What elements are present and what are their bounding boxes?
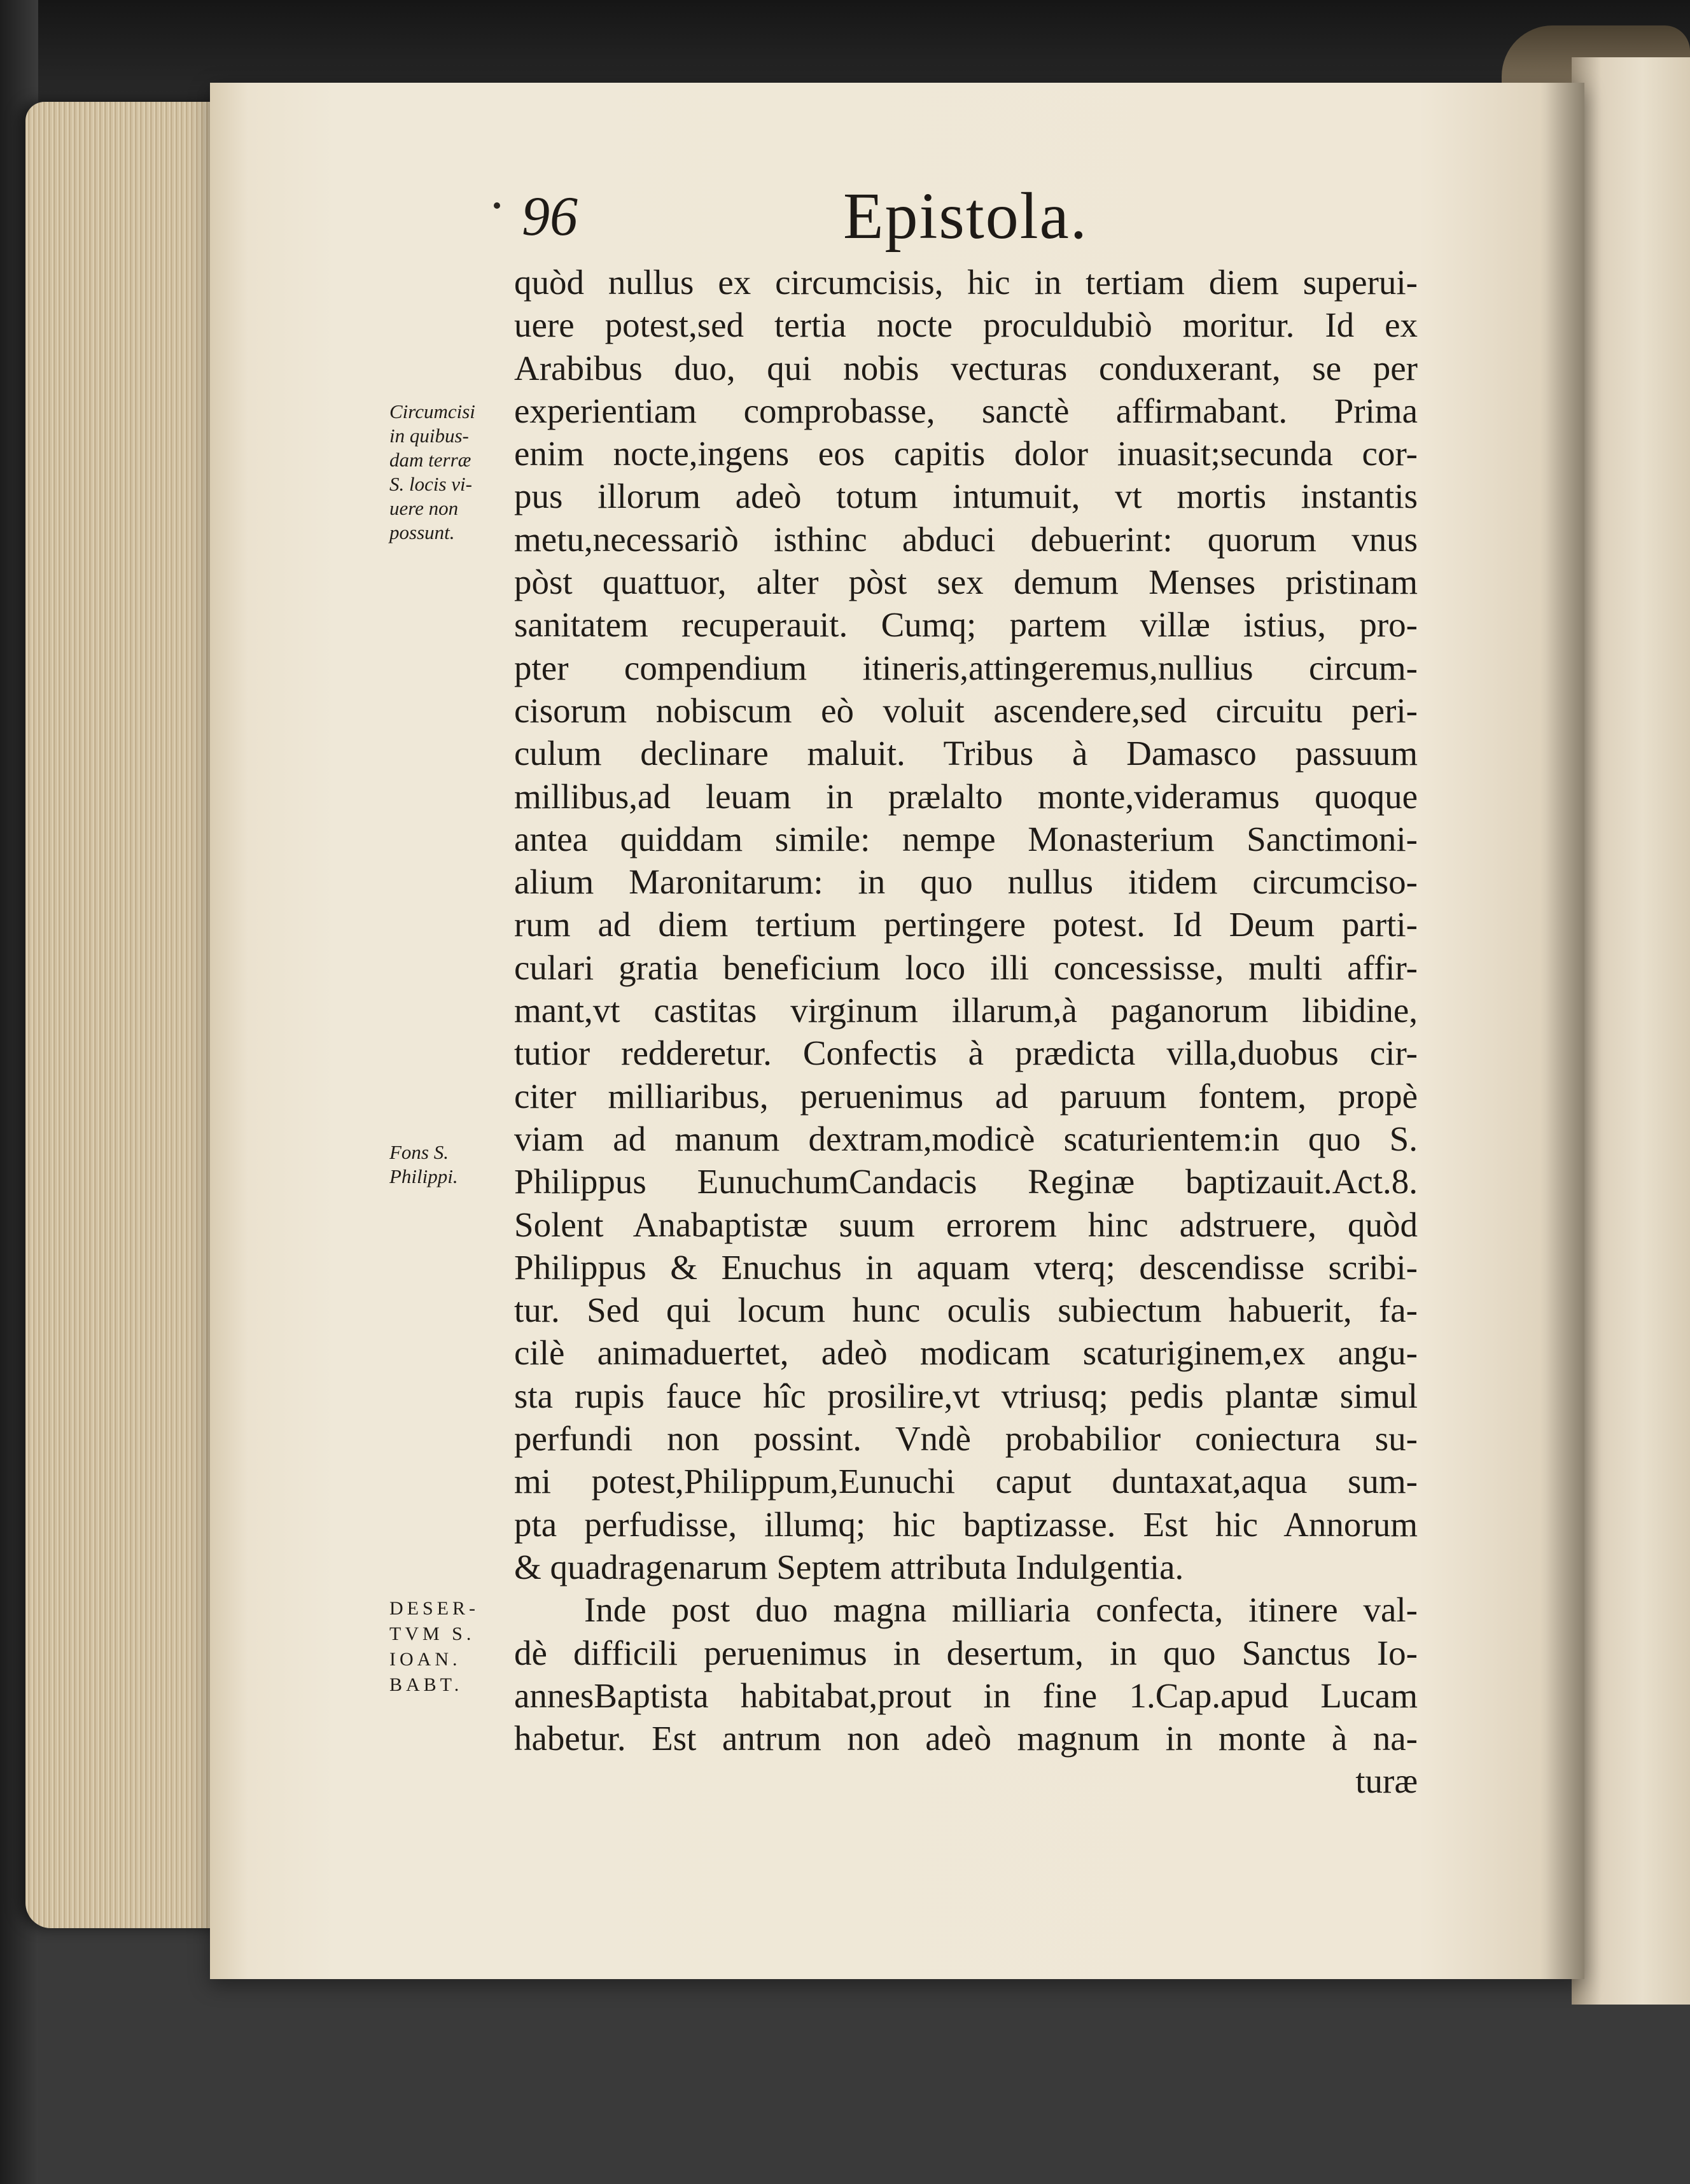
margin-note-line: dam terræ: [389, 449, 471, 471]
margin-note-line: uere non: [389, 497, 459, 519]
text-line: habetur. Est antrum non adeò magnum in monte à na-: [514, 1719, 1418, 1758]
text-line: antea quiddam simile: nempe Monasterium Sanctimoni-: [514, 819, 1418, 858]
text-line: metu,necessariò isthinc abduci debuerint: quorum vnus: [514, 519, 1418, 559]
text-line: cisorum nobiscum eò voluit ascendere,sed circuitu peri-: [514, 690, 1418, 730]
text-line: tutior redderetur. Confectis à prædicta villa,duobus cir-: [514, 1033, 1418, 1073]
margin-note-circumcisi: [389, 400, 517, 545]
text-line: Inde post duo magna milliaria confecta, itinere val-: [584, 1590, 1418, 1630]
catchword: turæ: [1355, 1761, 1418, 1801]
margin-note-line: BABT.: [389, 1674, 463, 1695]
text-line: uere potest,sed tertia nocte proculdubiò moritur. Id ex: [514, 305, 1418, 345]
margin-note-line: Circumcisi: [389, 400, 475, 423]
text-line: pòst quattuor, alter pòst sex demum Menses pristinam: [514, 563, 1418, 602]
text-line: sta rupis fauce hîc prosilire,vt vtriusq; pedis plantæ simul: [514, 1376, 1418, 1415]
margin-note-line: Fons S.: [389, 1141, 449, 1163]
page-header: [522, 178, 1413, 261]
margin-note-line: S. locis vi-: [389, 473, 472, 495]
text-line: experientiam comprobasse, sanctè affirmabant. Prima: [514, 391, 1418, 430]
text-line: sanitatem recuperauit. Cumq; partem villæ istius, pro-: [514, 605, 1418, 645]
text-line: rum ad diem tertium pertingere potest. Id Deum parti-: [514, 905, 1418, 944]
text-line: annesBaptista habitabat,prout in fine 1.Cap.apud Lucam: [514, 1676, 1418, 1715]
text-line: Philippus EunuchumCandacis Reginæ baptizauit.Act.8.: [514, 1162, 1418, 1201]
margin-note-line: IOAN.: [389, 1649, 461, 1670]
text-line: Solent Anabaptistæ suum errorem hinc adstruere, quòd: [514, 1205, 1418, 1244]
margin-note-desertum: [389, 1596, 517, 1698]
margin-note-fons: [389, 1140, 517, 1189]
text-line: mant,vt castitas virginum illarum,à paganorum libidine,: [514, 991, 1418, 1030]
text-line: millibus,ad leuam in prælalto monte,videramus quoque: [514, 776, 1418, 816]
running-head: Epistola.: [843, 179, 1088, 253]
book-page-edges: [25, 102, 235, 1928]
header-dot: [494, 202, 500, 209]
text-line: culari gratia beneficium loco illi concessisse, multi affir-: [514, 948, 1418, 987]
text-line: dè difficili peruenimus in desertum, in quo Sanctus Io-: [514, 1633, 1418, 1672]
margin-note-line: TVM S.: [389, 1623, 475, 1644]
text-line: viam ad manum dextram,modicè scaturientem:in quo S.: [514, 1119, 1418, 1158]
text-line: Philippus & Enuchus in aquam vterq; descendisse scribi-: [514, 1247, 1418, 1287]
margin-note-line: possunt.: [389, 521, 455, 543]
margin-note-line: Philippi.: [389, 1165, 458, 1187]
text-line: & quadragenarum Septem attributa Indulgentia.: [514, 1547, 1184, 1586]
text-line: perfundi non possint. Vndè probabilior coniectura su-: [514, 1419, 1418, 1459]
text-line: pus illorum adeò totum intumuit, vt mortis instantis: [514, 477, 1418, 516]
text-line: alium Maronitarum: in quo nullus itidem circumciso-: [514, 862, 1418, 902]
text-line: citer milliaribus, peruenimus ad paruum fontem, propè: [514, 1076, 1418, 1116]
text-line: enim nocte,ingens eos capitis dolor inuasit;secunda cor-: [514, 434, 1418, 473]
text-line: Arabibus duo, qui nobis vecturas conduxerant, se per: [514, 348, 1418, 388]
body-text: [514, 261, 1418, 1803]
text-line: cilè animaduertet, adeò modicam scaturiginem,ex angu-: [514, 1333, 1418, 1373]
text-line: quòd nullus ex circumcisis, hic in tertiam diem superui-: [514, 263, 1418, 302]
page-number: 96: [522, 186, 578, 248]
text-line: tur. Sed qui locum hunc oculis subiectum habuerit, fa-: [514, 1291, 1418, 1330]
text-line: culum declinare maluit. Tribus à Damasco passuum: [514, 734, 1418, 773]
text-line: pta perfudisse, illumq; hic baptizasse. Est hic Annorum: [514, 1504, 1418, 1544]
margin-note-line: in quibus-: [389, 424, 469, 447]
text-line: pter compendium itineris,attingeremus,nullius circum-: [514, 648, 1418, 687]
text-line: mi potest,Philippum,Eunuchi caput duntaxat,aqua sum-: [514, 1462, 1418, 1501]
gutter-shadow: [1540, 83, 1584, 1979]
facing-page-edge: [1572, 57, 1690, 2005]
margin-note-line: DESER-: [389, 1598, 479, 1619]
